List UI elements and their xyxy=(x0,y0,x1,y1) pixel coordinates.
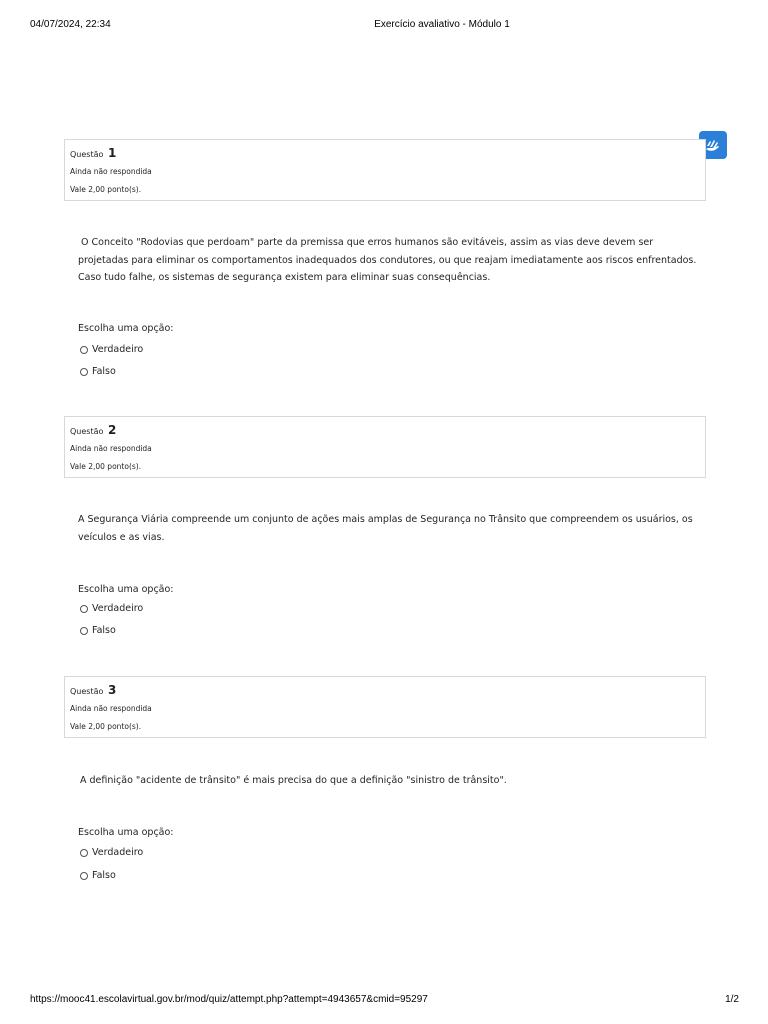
question-1-option-true[interactable]: Verdadeiro xyxy=(80,344,143,355)
question-grade: Vale 2,00 ponto(s). xyxy=(70,462,142,471)
question-3-prompt: Escolha uma opção: xyxy=(78,827,174,838)
print-title: Exercício avaliativo - Módulo 1 xyxy=(374,19,510,30)
question-2-info xyxy=(64,416,706,478)
question-3-option-true[interactable]: Verdadeiro xyxy=(80,847,143,858)
question-3-info xyxy=(64,676,706,738)
question-number: Questão 2 xyxy=(70,423,117,437)
question-grade: Vale 2,00 ponto(s). xyxy=(70,185,142,194)
question-1-option-false[interactable]: Falso xyxy=(80,366,116,377)
radio-button[interactable] xyxy=(80,368,88,376)
question-2-option-true[interactable]: Verdadeiro xyxy=(80,603,143,614)
question-1-info xyxy=(64,139,706,201)
question-2-text: A Segurança Viária compreende um conjunto de ações mais amplas de Segurança no Trânsito que compreendem os usuários, os veículos e as vias. xyxy=(78,514,693,543)
radio-button[interactable] xyxy=(80,872,88,880)
question-grade: Vale 2,00 ponto(s). xyxy=(70,722,142,731)
question-state: Ainda não respondida xyxy=(70,167,152,176)
print-url: https://mooc41.escolavirtual.gov.br/mod/quiz/attempt.php?attempt=4943657&cmid=95297 xyxy=(30,994,428,1005)
question-number: Questão 1 xyxy=(70,146,117,160)
radio-button[interactable] xyxy=(80,605,88,613)
question-1-text: O Conceito "Rodovias que perdoam" parte da premissa que erros humanos são evitáveis, assim as vias deve devem ser projetadas para eliminar os comportamentos inadequados dos condutores, ou que reajam imediatamente aos riscos enfrentados. Caso tudo falhe, os sistemas de segurança existem para eliminar suas consequências. xyxy=(78,237,697,283)
question-2-option-false[interactable]: Falso xyxy=(80,625,116,636)
radio-button[interactable] xyxy=(80,849,88,857)
print-page-number: 1/2 xyxy=(725,994,739,1005)
question-number: Questão 3 xyxy=(70,683,117,697)
print-datetime: 04/07/2024, 22:34 xyxy=(30,19,111,30)
question-2-prompt: Escolha uma opção: xyxy=(78,584,174,595)
question-3-option-false[interactable]: Falso xyxy=(80,870,116,881)
radio-button[interactable] xyxy=(80,627,88,635)
question-3-text: A definição "acidente de trânsito" é mais precisa do que a definição "sinistro de trânsito". xyxy=(80,775,507,786)
sign-language-hands-icon xyxy=(704,137,722,153)
question-state: Ainda não respondida xyxy=(70,704,152,713)
question-state: Ainda não respondida xyxy=(70,444,152,453)
radio-button[interactable] xyxy=(80,346,88,354)
question-1-prompt: Escolha uma opção: xyxy=(78,323,174,334)
